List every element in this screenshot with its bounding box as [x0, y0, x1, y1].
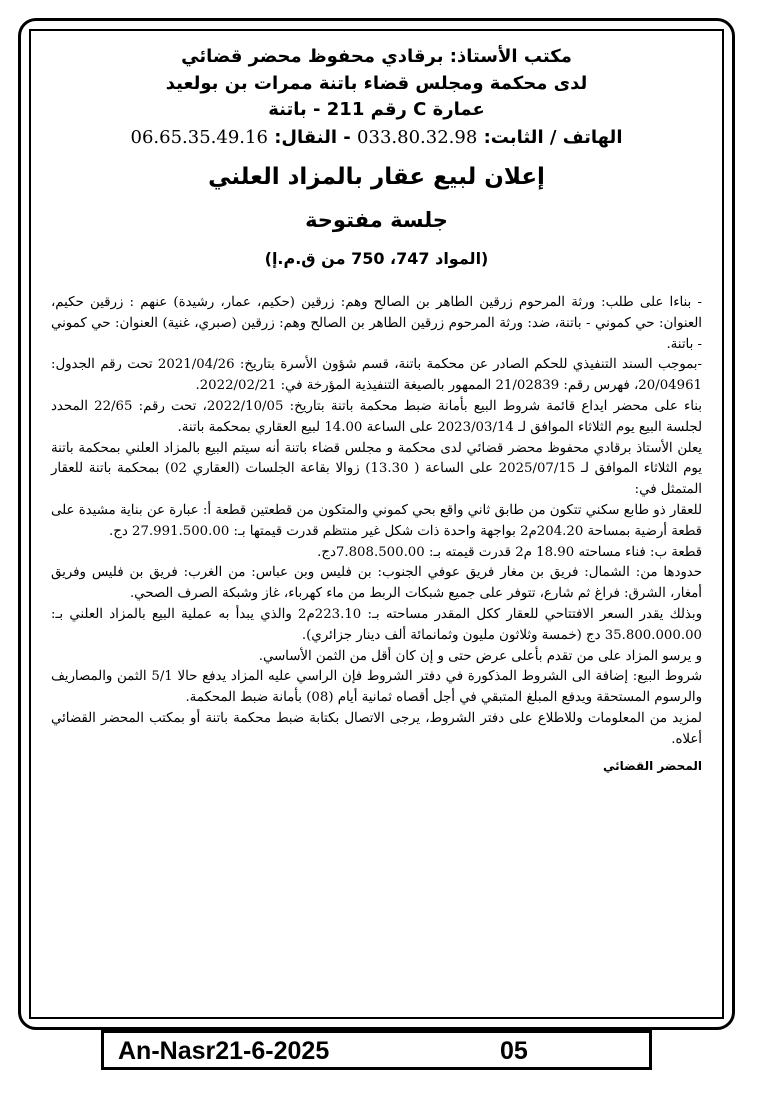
phone-mobile-label: - النقال: [274, 127, 351, 148]
phone-fixed-label: الهاتف / الثابت: [483, 127, 623, 148]
announcement-title: إعلان لبيع عقار بالمزاد العلني [208, 164, 545, 190]
paragraph-conditions: شروط البيع: إضافة الى الشروط المذكورة في دفتر الشروط فإن الراسي عليه المزاد يدفع حالا 5/1 الثمن والمصاريف والرسوم المستحقة ويدفع المبلغ المتبقي في أجل أقصاه ثمانية أيام (08) بأمانة ضبط المحكمة. [51, 669, 703, 706]
office-name: مكتب الأستاذ: برقادي محفوظ محضر قضائي [181, 46, 572, 67]
paragraph-request: - بناءا على طلب: ورثة المرحوم زرقين الطاهر بن الصالح وهم: زرقين (حكيم، عمار، رشيدة) عنهم : زرقين حكيم، العنوان: حي كموني - باتنة، ضد: ورثة المرحوم زرقين الطاهر بن الصالح وهم: زرقين (صبري، غنية) العنوان: حي كموني - باتنة. [51, 295, 702, 352]
office-court: لدى محكمة ومجلس قضاء باتنة ممرات بن بولعيد [165, 73, 588, 94]
legal-articles: (المواد 747، 750 من ق.م.إ) [264, 249, 489, 268]
office-address: عمارة C رقم 211 - باتنة [268, 99, 485, 120]
paragraph-boundaries: حدودها من: الشمال: فريق بن مغار فريق عوفي الجنوب: بن فليس وبن عباس: من الغرب: فريق بن فليس وفريق أمغار، الشرق: فراغ ثم شارع، تتوفر على جميع شبكات الربط من ماء كهرباء، غاز وشبكة الصرف الصحي. [51, 565, 702, 602]
office-phones [51, 125, 702, 151]
bailiff-signature: المحضر القضائي [602, 758, 702, 773]
session-title: جلسة مفتوحة [305, 208, 448, 232]
announcement-frame [29, 29, 724, 1019]
phone-fixed-number: 033.80.32.98 [357, 127, 478, 148]
paragraph-lot-b: قطعة ب: فناء مساحته 18.90 م2 قدرت قيمته بـ: 7.808.500.00دج. [317, 544, 702, 560]
paragraph-contact: لمزيد من المعلومات وللاطلاع على دفتر الشروط، يرجى الاتصال بكتابة ضبط محكمة باتنة أو بمكتب المحضر القضائي أعلاه. [51, 710, 702, 747]
publication-date: An-Nasr21-6-2025 [118, 1037, 330, 1065]
paragraph-property: للعقار ذو طابع سكني تتكون من طابق ثاني واقع بحي كموني والمتكون من قطعتين قطعة أ: عبارة عن بناية مشيدة على قطعة أرضية بمساحة 204.20م2 بواجهة واحدة ذات شكل غير منتظم قدرت قيمتها بـ: 27.991.500.00 دج. [51, 502, 702, 539]
announcement-body [51, 293, 702, 751]
page-number: 05 [500, 1037, 528, 1065]
publication-footer [101, 1030, 652, 1070]
paragraph-deposit: بناء على محضر ايداع قائمة شروط البيع بأمانة ضبط محكمة باتنة بتاريخ: 2022/10/05، تحت رقم: 22/65 المحدد لجلسة البيع يوم الثلاثاء الموافق لـ 2023/03/14 على الساعة 14.00 لبيع العقاري بمحكمة باتنة. [51, 398, 702, 435]
phone-mobile-number: 06.65.35.49.16 [130, 127, 268, 148]
paragraph-judgment: -بموجب السند التنفيذي للحكم الصادر عن محكمة باتنة، قسم شؤون الأسرة بتاريخ: 2021/04/26 تحت رقم الجدول: 20/04961، فهرس رقم: 21/02839 الممهور بالصيغة التنفيذية المؤرخة في: 2022/02/21. [51, 357, 702, 394]
paragraph-auction-date: يعلن الأستاذ برقادي محفوظ محضر قضائي لدى محكمة و مجلس قضاء باتنة أنه سيتم البيع بالمزاد العلني بمحكمة باتنة يوم الثلاثاء الموافق لـ 2025/07/15 على الساعة ( 13.30) زوالا بقاعة الجلسات (العقاري 02) بمحكمة باتنة للعقار المتمثل في: [51, 440, 702, 498]
paragraph-highest-bid: و يرسو المزاد على من تقدم بأعلى عرض حتى و إن كان أقل من الثمن الأساسي. [258, 648, 702, 664]
paragraph-opening-price: وبذلك يقدر السعر الافتتاحي للعقار ككل المقدر مساحته بـ: 223.10م2 والذي يبدأ به عملية البيع بالمزاد العلني بـ: 35.800.000.00 دج (خمسة وثلاثون مليون وثمانمائة ألف دينار جزائري). [51, 606, 702, 643]
office-header [51, 43, 702, 151]
